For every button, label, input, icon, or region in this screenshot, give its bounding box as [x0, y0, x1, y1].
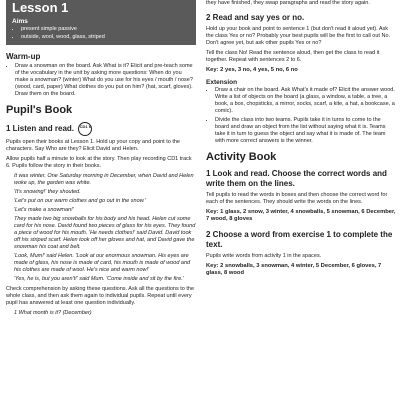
activity-2-title: 2 Read and say yes or no.: [206, 13, 305, 22]
extension-item: • Divide the class into two teams. Pupils take it in turns to come to the board and draw an object from the list without saying what it is. Teams take it in turn to guess the object and say what it is made of. The team with more correct answers is the winner.: [215, 117, 396, 145]
aim-item: • present simple passive: [21, 26, 190, 34]
aims-title: Aims: [12, 18, 28, 25]
ab2-text: Pupils write words from activity 1 in the spaces.: [206, 252, 322, 259]
activity-1-title: 1 Listen and read.: [6, 124, 75, 134]
answer-key-ab1: Key: 1 glass, 2 snow, 3 winter, 4 snowballs, 5 snowman, 6 December, 7 wood, 8 gloves: [206, 208, 396, 222]
act2-text2: Tell the class No! Read the sentence aloud, then get the class to read it together. Repeat with sentences 2 to 6.: [206, 50, 380, 63]
pb-check: Check comprehension by asking these questions. Ask all the questions to the whole class, and then ask them again to individual pupils. Repeat until every pupil has answered at least one question individually.: [6, 286, 195, 306]
aims-list: [12, 26, 190, 41]
story-text: [14, 173, 196, 283]
warm-up-title: Warm-up: [6, 52, 41, 61]
warm-up-text: • Draw a snowman on the board. Ask What is it? Elicit and pre-teach some of the vocabulary in the unit by asking more questions: When do you make a snowman? (winter) What do you use for his eyes / mouth / nose? (wood, card, paper) What clothes do you put on him? (hat, scarf, gloves). Draw them on the board.: [15, 63, 196, 98]
activity-book-title: Activity Book: [206, 150, 277, 163]
story-paragraph: 'Let's put on our warm clothes and go out in the snow.': [14, 198, 146, 204]
pb-instruction: Allow pupils half a minute to look at the story. Then play recording CD1 track 6. Pupils follow the story in their books.: [6, 156, 192, 169]
story-paragraph: They made two big snowballs for his body and his head. Helen cut some card for his nose. David found two pieces of glass for his eyes. They found a piece of wood for his mouth. 'He needs clothes!' said David. David took off his striped scarf. Helen took off her gloves and hat, and David gave the snowman his coat and belt.: [14, 216, 196, 250]
aim-item: • outside, wool, wood, glass, striped: [21, 34, 190, 42]
lesson-title: Lesson 1: [12, 0, 69, 15]
extension-list: [206, 87, 396, 145]
cd-icon: CD1 6: [78, 122, 92, 136]
extension-title: Extension: [206, 78, 238, 86]
warm-up-list: [6, 63, 196, 98]
top-continuation: they have finished, they swap paragraphs and read the story again.: [206, 0, 370, 6]
ab1-text: Tell pupils to read the words in boxes and then choose the correct word for each of the sentences. They should write the words on the lines.: [206, 191, 388, 205]
story-paragraph: 'Let's make a snowman!': [14, 207, 74, 213]
ab-activity-2-title: 2 Choose a word from exercise 1 to complete the text.: [206, 229, 393, 249]
act2-text: Hold up your book and point to sentence 1 (but don't read it aloud yet). Ask the class Yes or no? Probably your best pupils will be the first to call out No. Don't agree yet, but ask other pupils Yes or no?: [206, 26, 391, 46]
answer-key-1: Key: 2 yes, 3 no, 4 yes, 5 no, 6 no: [206, 67, 298, 73]
story-paragraph: 'Yes, he is, but you aren't!' said Mum. 'Come inside and sit by the fire.': [14, 276, 184, 282]
extension-item: • Draw a chair on the board. Ask What's it made of? Elicit the answer wood. Write a list of objects on the board (a glass, a window, a table, a tree, a book, a box, chopsticks, a mirror, socks, scarf, a kite, a hat, a bookcase, a comic).: [215, 87, 396, 115]
pb-intro: Pupils open their books at Lesson 1. Hold up your copy and point to the characters. Say Who are they? Elicit David and Helen.: [6, 139, 180, 152]
pupils-book-title: Pupil's Book: [6, 104, 73, 116]
right-column: [206, 0, 396, 400]
question-1: 1 What month is it? (December): [14, 310, 92, 316]
story-paragraph: It was winter. One Saturday morning in December, when David and Helen woke up, the garden was white.: [14, 173, 194, 186]
answer-key-ab2: Key: 2 snowballs, 3 snowman, 4 winter, 5 December, 6 gloves, 7 glass, 8 wood: [206, 262, 382, 276]
lesson-banner: [6, 0, 196, 45]
story-paragraph: 'Look, Mum!' said Helen. 'Look at our enormous snowman. His eyes are made of glass, his nose is made of card, his mouth is made of wood and his clothes are made of wool. He's nice and warm now!': [14, 253, 191, 273]
activity-1-heading: [6, 122, 196, 136]
ab-activity-1-title: 1 Look and read. Choose the correct words and write them on the lines.: [206, 168, 387, 188]
story-paragraph: 'It's snowing!' they shouted.: [14, 189, 81, 195]
left-column: [6, 0, 196, 400]
